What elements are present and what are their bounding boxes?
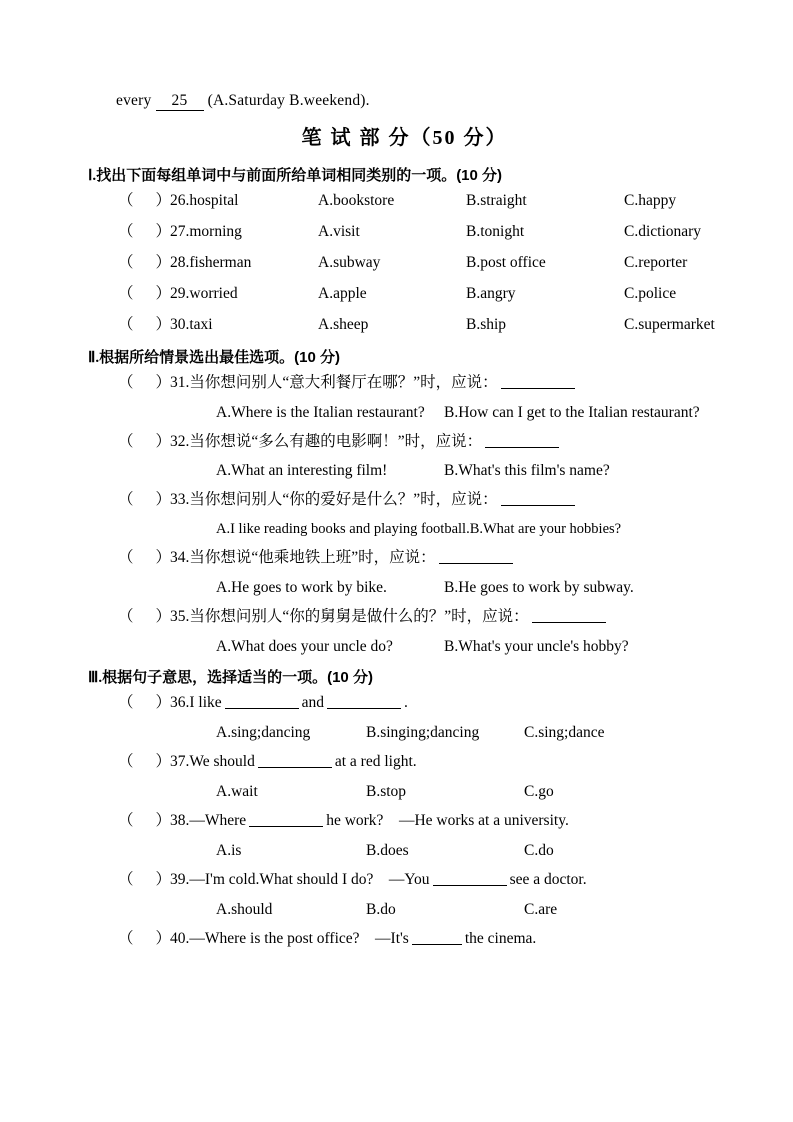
- answer-bracket: （ ）: [118, 315, 172, 333]
- options-row: [88, 462, 721, 480]
- page-title: 笔 试 部 分（50 分）: [301, 127, 508, 149]
- question-stem-pre: —I'm cold.What should I do?: [189, 870, 374, 888]
- question-stem: 当你想说“多么有趣的电影啊！”时，应说：: [189, 432, 483, 450]
- answer-bracket: （ ）: [118, 432, 172, 450]
- carryover-post: (A.Saturday B.weekend).: [207, 92, 370, 109]
- option-a: A.wait: [216, 783, 258, 801]
- option-a: A.Where is the Italian restaurant?: [216, 403, 425, 421]
- section-heading-2: [88, 346, 721, 367]
- question-stem-pre: We should: [189, 753, 255, 771]
- option-a: A.bookstore: [318, 192, 395, 209]
- question-row: [88, 929, 721, 950]
- question-number: 37.: [170, 753, 190, 771]
- option-a: A.visit: [318, 222, 360, 240]
- answer-bracket: （ ）: [118, 929, 172, 947]
- question-row: [88, 693, 721, 714]
- answer-bracket: （ ）: [118, 870, 172, 888]
- answer-line: [249, 811, 323, 827]
- question-stem-mid: and: [301, 694, 325, 712]
- question-stem-post: see a doctor.: [509, 870, 587, 888]
- option-b: B.He goes to work by subway.: [444, 579, 634, 597]
- question-stem-pre: —Where: [189, 812, 247, 830]
- answer-line: [501, 373, 575, 389]
- answer-bracket: （ ）: [118, 812, 172, 830]
- question-stem-mid: —It's: [375, 929, 409, 947]
- question-stem-post: the cinema.: [464, 929, 537, 947]
- carryover-pre: every: [116, 92, 152, 109]
- question-number: 28.fisherman: [170, 253, 252, 271]
- answer-bracket: （ ）: [118, 373, 172, 391]
- question-number: 33.: [170, 491, 190, 509]
- question-number: 40.: [170, 929, 190, 947]
- question-number: 29.worried: [170, 284, 238, 302]
- question-row: [88, 548, 721, 569]
- question-stem: 当你想说“他乘地铁上班”时，应说：: [189, 549, 436, 567]
- question-stem: 当你想问别人“你的舅舅是做什么的？”时，应说：: [189, 608, 529, 626]
- answer-line: [412, 929, 462, 945]
- option-b: B.angry: [466, 284, 516, 302]
- section-number-2: Ⅱ.: [88, 349, 100, 366]
- option-b: B.singing;dancing: [366, 724, 480, 742]
- option-c: C.police: [624, 284, 677, 302]
- answer-bracket: （ ）: [118, 753, 172, 771]
- option-b: B.How can I get to the Italian restaurant?: [444, 403, 700, 421]
- option-c: C.are: [524, 900, 558, 918]
- options-row: [88, 404, 721, 422]
- option-a: A.What does your uncle do?: [216, 638, 393, 656]
- section-heading-3: [88, 666, 721, 687]
- section-number-3: Ⅲ.: [88, 670, 103, 687]
- answer-bracket: （ ）: [118, 222, 172, 240]
- options-row: [88, 842, 721, 860]
- question-number: 35.: [170, 608, 190, 626]
- question-stem: 当你想问别人“意大利餐厅在哪？”时，应说：: [189, 373, 498, 391]
- answer-bracket: （ ）: [118, 608, 172, 626]
- options-row: [88, 579, 721, 597]
- carryover-answer-blank: 25: [156, 92, 204, 111]
- question-number: 31.: [170, 373, 190, 391]
- question-row: [88, 222, 721, 243]
- option-a: A.sheep: [318, 315, 369, 333]
- section-title-3: 根据句子意思，选择适当的一项。(10 分): [102, 669, 373, 687]
- question-number: 32.: [170, 432, 190, 450]
- section-title-2: 根据所给情景选出最佳选项。(10 分): [99, 348, 340, 366]
- option-b: B.do: [366, 900, 396, 918]
- section-number-1: Ⅰ.: [88, 168, 97, 184]
- answer-line: [327, 694, 401, 710]
- answer-line: [439, 549, 513, 565]
- question-row: [88, 752, 721, 773]
- answer-bracket: （ ）: [118, 694, 172, 712]
- options-row: [88, 521, 721, 538]
- question-number: 38.: [170, 812, 190, 830]
- option-b: B.What's this film's name?: [444, 462, 610, 480]
- question-stem-mid: he work?: [326, 812, 384, 830]
- option-a: A.subway: [318, 253, 381, 271]
- carryover-line: [116, 92, 721, 111]
- options-row: [88, 783, 721, 801]
- question-number: 27.morning: [170, 222, 242, 240]
- option-b: B.ship: [466, 315, 507, 333]
- question-row: [88, 811, 721, 832]
- option-b: B.What's your uncle's hobby?: [444, 638, 629, 656]
- option-b: B.straight: [466, 192, 527, 209]
- question-stem-post: .: [404, 694, 408, 712]
- question-number: 30.taxi: [170, 315, 213, 333]
- option-a: A.He goes to work by bike.: [216, 579, 387, 597]
- option-c: C.supermarket: [624, 315, 715, 333]
- answer-line: [485, 432, 559, 448]
- question-row: [88, 191, 721, 212]
- option-b: B.post office: [466, 253, 546, 271]
- question-row: [88, 432, 721, 453]
- answer-line: [225, 694, 299, 710]
- answer-line: [501, 491, 575, 507]
- question-number: 34.: [170, 549, 190, 567]
- section-heading-1: [88, 164, 721, 185]
- question-stem-post: —He works at a university.: [398, 812, 569, 830]
- section-title-1: 找出下面每组单词中与前面所给单词相同类别的一项。(10 分): [96, 167, 503, 184]
- question-row: [88, 253, 721, 274]
- option-a: A.I like reading books and playing football.: [216, 521, 470, 538]
- question-row: [88, 373, 721, 394]
- answer-bracket: （ ）: [118, 284, 172, 302]
- option-c: C.dictionary: [624, 222, 702, 240]
- answer-line: [433, 870, 507, 886]
- option-a: A.should: [216, 900, 273, 918]
- question-number: 39.: [170, 870, 190, 888]
- option-a: A.sing;dancing: [216, 724, 311, 742]
- option-c: C.go: [524, 783, 554, 801]
- answer-line: [258, 752, 332, 768]
- options-row: [88, 901, 721, 919]
- option-b: B.stop: [366, 783, 407, 801]
- answer-line: [532, 608, 606, 624]
- option-a: A.is: [216, 841, 242, 859]
- answer-bracket: （ ）: [118, 549, 172, 567]
- options-row: [88, 724, 721, 742]
- question-row: [88, 284, 721, 305]
- question-row: [88, 870, 721, 891]
- question-number: 36.: [170, 694, 190, 712]
- question-stem-pre: —Where is the post office?: [189, 929, 360, 947]
- question-stem-pre: I like: [189, 694, 222, 712]
- option-c: C.happy: [624, 192, 677, 209]
- option-a: A.What an interesting film!: [216, 462, 388, 480]
- question-row: [88, 315, 721, 336]
- option-c: C.reporter: [624, 253, 688, 271]
- option-b: B.does: [366, 841, 409, 859]
- answer-bracket: （ ）: [118, 192, 172, 209]
- options-row: [88, 638, 721, 656]
- answer-bracket: （ ）: [118, 491, 172, 509]
- option-c: C.do: [524, 841, 554, 859]
- option-a: A.apple: [318, 284, 367, 302]
- question-row: [88, 490, 721, 511]
- question-stem: 当你想问别人“你的爱好是什么？”时，应说：: [189, 491, 498, 509]
- question-number: 26.hospital: [170, 192, 239, 209]
- question-stem-mid: —You: [388, 870, 430, 888]
- answer-bracket: （ ）: [118, 253, 172, 271]
- question-row: [88, 607, 721, 628]
- question-stem-mid: at a red light.: [334, 753, 417, 771]
- option-b: B.tonight: [466, 222, 525, 240]
- option-c: C.sing;dance: [524, 724, 605, 742]
- option-b: B.What are your hobbies?: [469, 521, 622, 538]
